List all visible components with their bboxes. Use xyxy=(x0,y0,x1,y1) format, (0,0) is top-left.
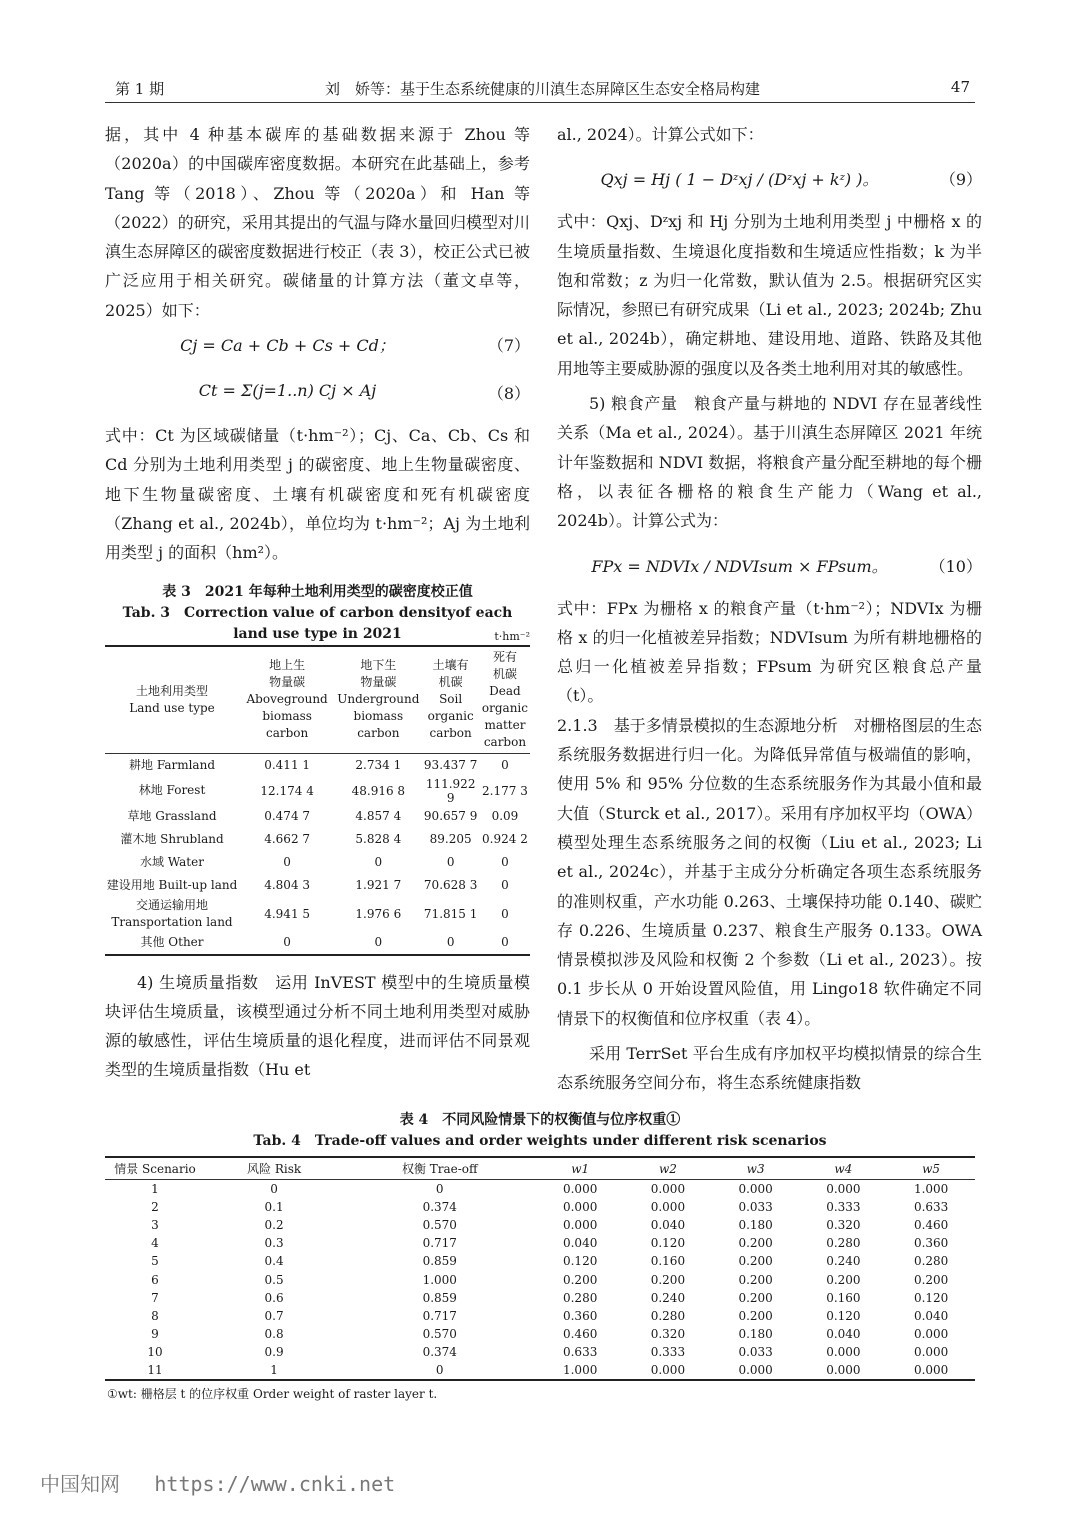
table-cell: 0.000 xyxy=(562,1200,598,1215)
table-row xyxy=(105,1216,975,1234)
table-cell: 0.633 xyxy=(562,1344,598,1359)
paragraph: 式中：FPx 为栅格 x 的粮食产量（t·hm⁻²）；NDVIx 为栅格 x 的归一化植被差异指数；NDVIsum 为所有耕地栅格的总归一化植被差异指数；FPsum 为研究区粮食总产量（t）。 xyxy=(557,598,982,706)
table3-header: 地上生 物量碳 Aboveground biomass carbon xyxy=(239,646,335,754)
table-cell: 0.040 xyxy=(913,1308,949,1323)
table-cell: 0.200 xyxy=(913,1272,949,1287)
equation-10: FPx = NDVIx / NDVIsum × FPsum。 （10） xyxy=(591,556,982,576)
table-row xyxy=(105,1361,975,1380)
table-cell: 0.120 xyxy=(826,1308,861,1323)
table-cell: 0.200 xyxy=(738,1254,773,1269)
table-cell: 0.200 xyxy=(650,1272,686,1287)
table-cell: 0 xyxy=(501,906,509,921)
table-cell: 0.000 xyxy=(826,1362,861,1377)
table3 xyxy=(105,645,530,956)
table-cell: 5.828 4 xyxy=(355,832,402,847)
table-cell: 0.040 xyxy=(650,1218,686,1233)
table-cell: 0.040 xyxy=(826,1326,861,1341)
table4-header: 权衡 Trae-off xyxy=(343,1157,536,1180)
table-cell: 3 xyxy=(151,1218,159,1233)
table-cell: 0.859 xyxy=(422,1290,457,1305)
table3-caption-cn: 表 3 2021 年每种土地利用类型的碳密度校正值 xyxy=(162,583,473,600)
table-cell: 0.4 xyxy=(264,1254,284,1269)
table-row xyxy=(105,1343,975,1361)
table-cell: 0.9 xyxy=(264,1344,284,1359)
table-cell: 89.205 xyxy=(429,832,472,847)
table4-header: w2 xyxy=(624,1157,712,1180)
table-cell: 草地 Grassland xyxy=(127,808,217,823)
table-row xyxy=(105,1252,975,1270)
site-name: 中国知网 xyxy=(40,1472,120,1496)
table-cell: 耕地 Farmland xyxy=(129,757,215,772)
table-cell: 6 xyxy=(151,1272,159,1287)
table3-caption-en: Tab. 3 Correction value of carbon densityof each xyxy=(122,604,513,621)
table-cell: 0.3 xyxy=(264,1236,284,1251)
table-cell: 0.160 xyxy=(650,1254,686,1269)
table-cell: 0 xyxy=(435,1182,444,1197)
table-cell: 0 xyxy=(283,935,291,950)
table-cell: 0.000 xyxy=(738,1182,773,1197)
table-cell: 0.120 xyxy=(562,1254,598,1269)
paragraph: 采用 TerrSet 平台生成有序加权平均模拟情景的综合生态系统服务空间分布，将生态系统健康指数 xyxy=(557,1044,982,1093)
table-cell: 0 xyxy=(283,855,291,870)
table-cell: 0.6 xyxy=(264,1290,284,1305)
table-cell: 0.033 xyxy=(738,1200,773,1215)
table-cell: 0.280 xyxy=(650,1308,686,1323)
table-row xyxy=(105,1180,975,1199)
table-cell: 0.460 xyxy=(562,1326,598,1341)
left-column xyxy=(105,120,530,1085)
table-cell: 1.976 6 xyxy=(355,906,402,921)
table-cell: 林地 Forest xyxy=(138,783,206,798)
table-cell: 1.000 xyxy=(913,1182,949,1197)
table4-header: w3 xyxy=(712,1157,800,1180)
table-cell: 0.160 xyxy=(826,1290,861,1305)
table-cell: 0.320 xyxy=(826,1218,861,1233)
table-cell: 0.924 2 xyxy=(482,832,528,847)
paragraph: 5) 粮食产量 粮食产量与耕地的 NDVI 存在显著线性关系（Ma et al., 2024）。基于川滇生态屏障区 2021 年统计年鉴数据和 NDVI 数据，将粮食产量分配至耕地的每个栅格，以表征各栅格的粮食生产能力（Wang et al., 2024b）。计算公式为： xyxy=(557,394,982,531)
table-cell: 0.717 xyxy=(422,1308,457,1323)
table-cell: 1.000 xyxy=(422,1272,457,1287)
table-row xyxy=(105,874,530,897)
table-cell: 0.570 xyxy=(422,1218,457,1233)
table-cell: 111.922 9 xyxy=(425,776,476,805)
table-cell: 0.360 xyxy=(562,1308,598,1323)
table-cell: 0 xyxy=(501,758,509,773)
table-cell: 0.360 xyxy=(913,1236,949,1251)
table-row xyxy=(105,777,530,805)
table3-header: 土地利用类型 Land use type xyxy=(105,646,239,754)
table-row xyxy=(105,753,530,777)
table-cell: 0 xyxy=(374,935,383,950)
table3-caption-en-2: land use type in 2021 t·hm⁻² xyxy=(105,624,530,645)
running-header xyxy=(105,72,975,103)
table-cell: 1 xyxy=(151,1182,159,1197)
equation-8: Ct = Σ(j=1..n) Cj × Aj （8） xyxy=(198,381,530,404)
page-number: 47 xyxy=(950,78,970,96)
table4 xyxy=(105,1156,975,1381)
table3-header: 地下生 物量碳 Underground biomass carbon xyxy=(335,646,421,754)
table3-header: 死有 机碳 Dead organic matter carbon xyxy=(480,646,530,754)
table-cell: 0.000 xyxy=(738,1362,773,1377)
table-cell: 0.000 xyxy=(650,1182,686,1197)
table-cell: 0.2 xyxy=(264,1218,284,1233)
table-cell: 0.200 xyxy=(826,1272,861,1287)
table4-footnote: ①wt: 栅格层 t 的位序权重 Order weight of raster layer t. xyxy=(107,1387,438,1402)
table3-header: 土壤有 机碳 Soil organic carbon xyxy=(421,646,479,754)
table-cell: 2.734 1 xyxy=(355,758,402,773)
table-cell: 0.280 xyxy=(826,1236,861,1251)
table-cell: 5 xyxy=(151,1254,159,1269)
table4-header: w1 xyxy=(536,1157,624,1180)
table-cell: 0 xyxy=(374,855,383,870)
table-cell: 11 xyxy=(147,1362,163,1377)
table-cell: 1.921 7 xyxy=(355,878,402,893)
table-cell: 93.437 7 xyxy=(423,758,478,773)
paragraph: 式中：Ct 为区域碳储量（t·hm⁻²）；Cj、Ca、Cb、Cs 和 Cd 分别为土地利用类型 j 的碳密度、地上生物量碳密度、地下生物量碳密度、土壤有机碳密度和死有机碳密度（Zhang et al., 2024b），单位均为 t·hm⁻²；Aj 为土地利用类型 j 的面积（hm²）。 xyxy=(105,426,530,563)
table4-block xyxy=(105,1110,975,1402)
table-row xyxy=(105,1325,975,1343)
table-cell: 4.804 3 xyxy=(264,878,311,893)
table-row xyxy=(105,1289,975,1307)
table-row xyxy=(105,1270,975,1288)
table-cell: 0 xyxy=(501,878,509,893)
table4-header: 风险 Risk xyxy=(205,1157,343,1180)
table-cell: 0.000 xyxy=(913,1362,949,1377)
table-row xyxy=(105,1198,975,1216)
table4-header: w4 xyxy=(800,1157,888,1180)
footer-watermark xyxy=(40,1468,395,1497)
table-cell: 0.570 xyxy=(422,1326,457,1341)
table-cell: 0.09 xyxy=(491,809,519,824)
running-title: 刘 娇等：基于生态系统健康的川滇生态屏障区生态安全格局构建 xyxy=(325,80,761,98)
site-url[interactable]: https://www.cnki.net xyxy=(154,1472,396,1496)
paragraph: 式中：Qxj、Dᶻxj 和 Hj 分别为土地利用类型 j 中栅格 x 的生境质量指数、生境退化度指数和生境适应性指数；k 为半饱和常数；z 为归一化常数，默认值为 2.5。根据研究区实际情况，参照已有研究成果（Li et al., 2023; 2024b; Zhu et al., 2024b），确定耕地、建设用地、道路、铁路及其他用地等主要威胁源的强度以及各类土地利用对其的敏感性。 xyxy=(557,212,982,378)
table-row xyxy=(105,1234,975,1252)
table-cell: 0.5 xyxy=(264,1272,284,1287)
table-cell: 交通运输用地 Transportation land xyxy=(111,897,233,929)
paragraph: 4) 生境质量指数 运用 InVEST 模型中的生境质量模块评估生境质量，该模型通过分析不同土地利用类型对威胁源的敏感性，评估生境质量的退化程度，进而评估不同景观类型的生境质量指数（Hu et xyxy=(105,972,530,1080)
equation-9: Qxj = Hj ( 1 − Dᶻxj / (Dᶻxj + kᶻ) )。 （9） xyxy=(600,170,982,190)
table-cell: 0.000 xyxy=(913,1344,949,1359)
right-column xyxy=(557,120,982,1098)
table-cell: 其他 Other xyxy=(140,934,204,949)
table-cell: 0.200 xyxy=(738,1308,773,1323)
table-cell: 0.200 xyxy=(738,1290,773,1305)
table-cell: 0.333 xyxy=(826,1200,861,1215)
table-cell: 4 xyxy=(151,1236,159,1251)
paragraph: 据，其中 4 种基本碳库的基础数据来源于 Zhou 等（2020a）的中国碳库密度数据。本研究在此基础上，参考 Tang 等（2018）、Zhou 等（2020a）和 Han 等（2022）的研究，采用其提出的气温与降水量回归模型对川滇生态屏障区的碳密度数据进行校正（表 3），校正公式已被广泛应用于相关研究。碳储量的计算方法（董文卓等，2025）如下： xyxy=(105,125,530,320)
table-cell: 0.333 xyxy=(650,1344,686,1359)
table-cell: 0.7 xyxy=(264,1308,284,1323)
table-cell: 9 xyxy=(151,1326,159,1341)
table-cell: 0.000 xyxy=(562,1218,598,1233)
table-cell: 0.000 xyxy=(913,1326,949,1341)
table-cell: 2 xyxy=(151,1200,159,1215)
table-cell: 0.120 xyxy=(913,1290,949,1305)
table-cell: 0.717 xyxy=(422,1236,457,1251)
table-row xyxy=(105,931,530,955)
table-cell: 0 xyxy=(446,855,455,870)
table-cell: 0.1 xyxy=(264,1200,284,1215)
table-cell: 48.916 8 xyxy=(351,783,406,798)
table-cell: 8 xyxy=(151,1308,159,1323)
table-cell: 71.815 1 xyxy=(423,906,478,921)
table-cell: 0.320 xyxy=(650,1326,686,1341)
table-cell: 0.000 xyxy=(826,1344,861,1359)
table-cell: 0 xyxy=(501,935,509,950)
table-cell: 0.000 xyxy=(650,1362,686,1377)
table-cell: 12.174 4 xyxy=(260,783,314,798)
table-cell: 0.000 xyxy=(562,1182,598,1197)
table-cell: 0.8 xyxy=(264,1326,284,1341)
table-cell: 0.000 xyxy=(826,1182,861,1197)
table-cell: 4.941 5 xyxy=(264,906,311,921)
table-cell: 70.628 3 xyxy=(423,878,478,893)
table-cell: 0.859 xyxy=(422,1254,457,1269)
table-cell: 0.280 xyxy=(562,1290,598,1305)
table4-caption-en: Tab. 4 Trade-off values and order weights under different risk scenarios xyxy=(253,1133,827,1149)
table-cell: 2.177 3 xyxy=(482,783,528,798)
table-cell: 0.633 xyxy=(913,1200,949,1215)
table-cell: 0 xyxy=(435,1362,444,1377)
table-cell: 0 xyxy=(270,1182,278,1197)
table-cell: 90.657 9 xyxy=(423,809,478,824)
table-cell: 0.411 1 xyxy=(264,758,311,773)
table-cell: 0.120 xyxy=(650,1236,686,1251)
table-cell: 0.180 xyxy=(738,1218,773,1233)
table4-header: 情景 Scenario xyxy=(105,1157,205,1180)
table4-caption-cn: 表 4 不同风险情景下的权衡值与位序权重① xyxy=(399,1112,681,1128)
table4-header: w5 xyxy=(887,1157,975,1180)
table-cell: 0.474 7 xyxy=(264,809,311,824)
table-cell: 0.460 xyxy=(913,1218,949,1233)
table3-unit: t·hm⁻² xyxy=(494,629,530,643)
paragraph: al., 2024）。计算公式如下： xyxy=(557,125,764,144)
table-cell: 水域 Water xyxy=(140,854,204,869)
section-2-1-3: 2.1.3 基于多情景模拟的生态源地分析 对栅格图层的生态系统服务数据进行归一化。为降低异常值与极端值的影响，使用 5% 和 95% 分位数的生态系统服务作为其最小值和最大值（Sturck et al., 2017）。采用有序加权平均（OWA）模型处理生态系统服务之间的权衡（Liu et al., 2023; Li et al., 2024c），并基于主成分分析确定各项生态系统服务的准则权重，产水功能 0.263、土壤保持功能 0.140、碳贮存 0.226、生境质量 0.237、粮食生产服务 0.133。OWA 情景模拟涉及风险和权衡 2 个参数（Li et al., 2023）。按 0.1 步长从 0 开始设置风险值，用 Lingo18 软件确定不同情景下的权衡值和位序权重（表 4）。 xyxy=(557,715,982,1028)
table-cell: 4.857 4 xyxy=(355,809,402,824)
table-cell: 0.280 xyxy=(913,1254,949,1269)
table-row xyxy=(105,1307,975,1325)
table-cell: 0.240 xyxy=(650,1290,686,1305)
table-cell: 0.180 xyxy=(738,1326,773,1341)
table-cell: 0.040 xyxy=(562,1236,598,1251)
table-cell: 0.200 xyxy=(562,1272,598,1287)
table-cell: 0.374 xyxy=(422,1200,457,1215)
table-cell: 1 xyxy=(270,1362,278,1377)
table-cell: 灌木地 Shrubland xyxy=(120,831,224,846)
table-cell: 0.200 xyxy=(738,1236,773,1251)
table-cell: 7 xyxy=(151,1290,159,1305)
equation-7: Cj = Ca + Cb + Cs + Cd； （7） xyxy=(180,336,530,356)
table-row xyxy=(105,828,530,851)
table-cell: 0 xyxy=(501,855,509,870)
table-row xyxy=(105,851,530,874)
table-cell: 0 xyxy=(446,935,455,950)
table-row xyxy=(105,897,530,931)
table-cell: 1.000 xyxy=(562,1362,598,1377)
table-cell: 4.662 7 xyxy=(264,832,311,847)
table-cell: 0.374 xyxy=(422,1344,457,1359)
table-cell: 0.000 xyxy=(650,1200,686,1215)
table-cell: 建设用地 Built-up land xyxy=(106,877,238,892)
table-cell: 10 xyxy=(147,1344,163,1359)
table-row xyxy=(105,805,530,828)
table-cell: 0.200 xyxy=(738,1272,773,1287)
table-cell: 0.033 xyxy=(738,1344,773,1359)
table-cell: 0.240 xyxy=(826,1254,861,1269)
issue-number: 第 1 期 xyxy=(115,80,165,98)
